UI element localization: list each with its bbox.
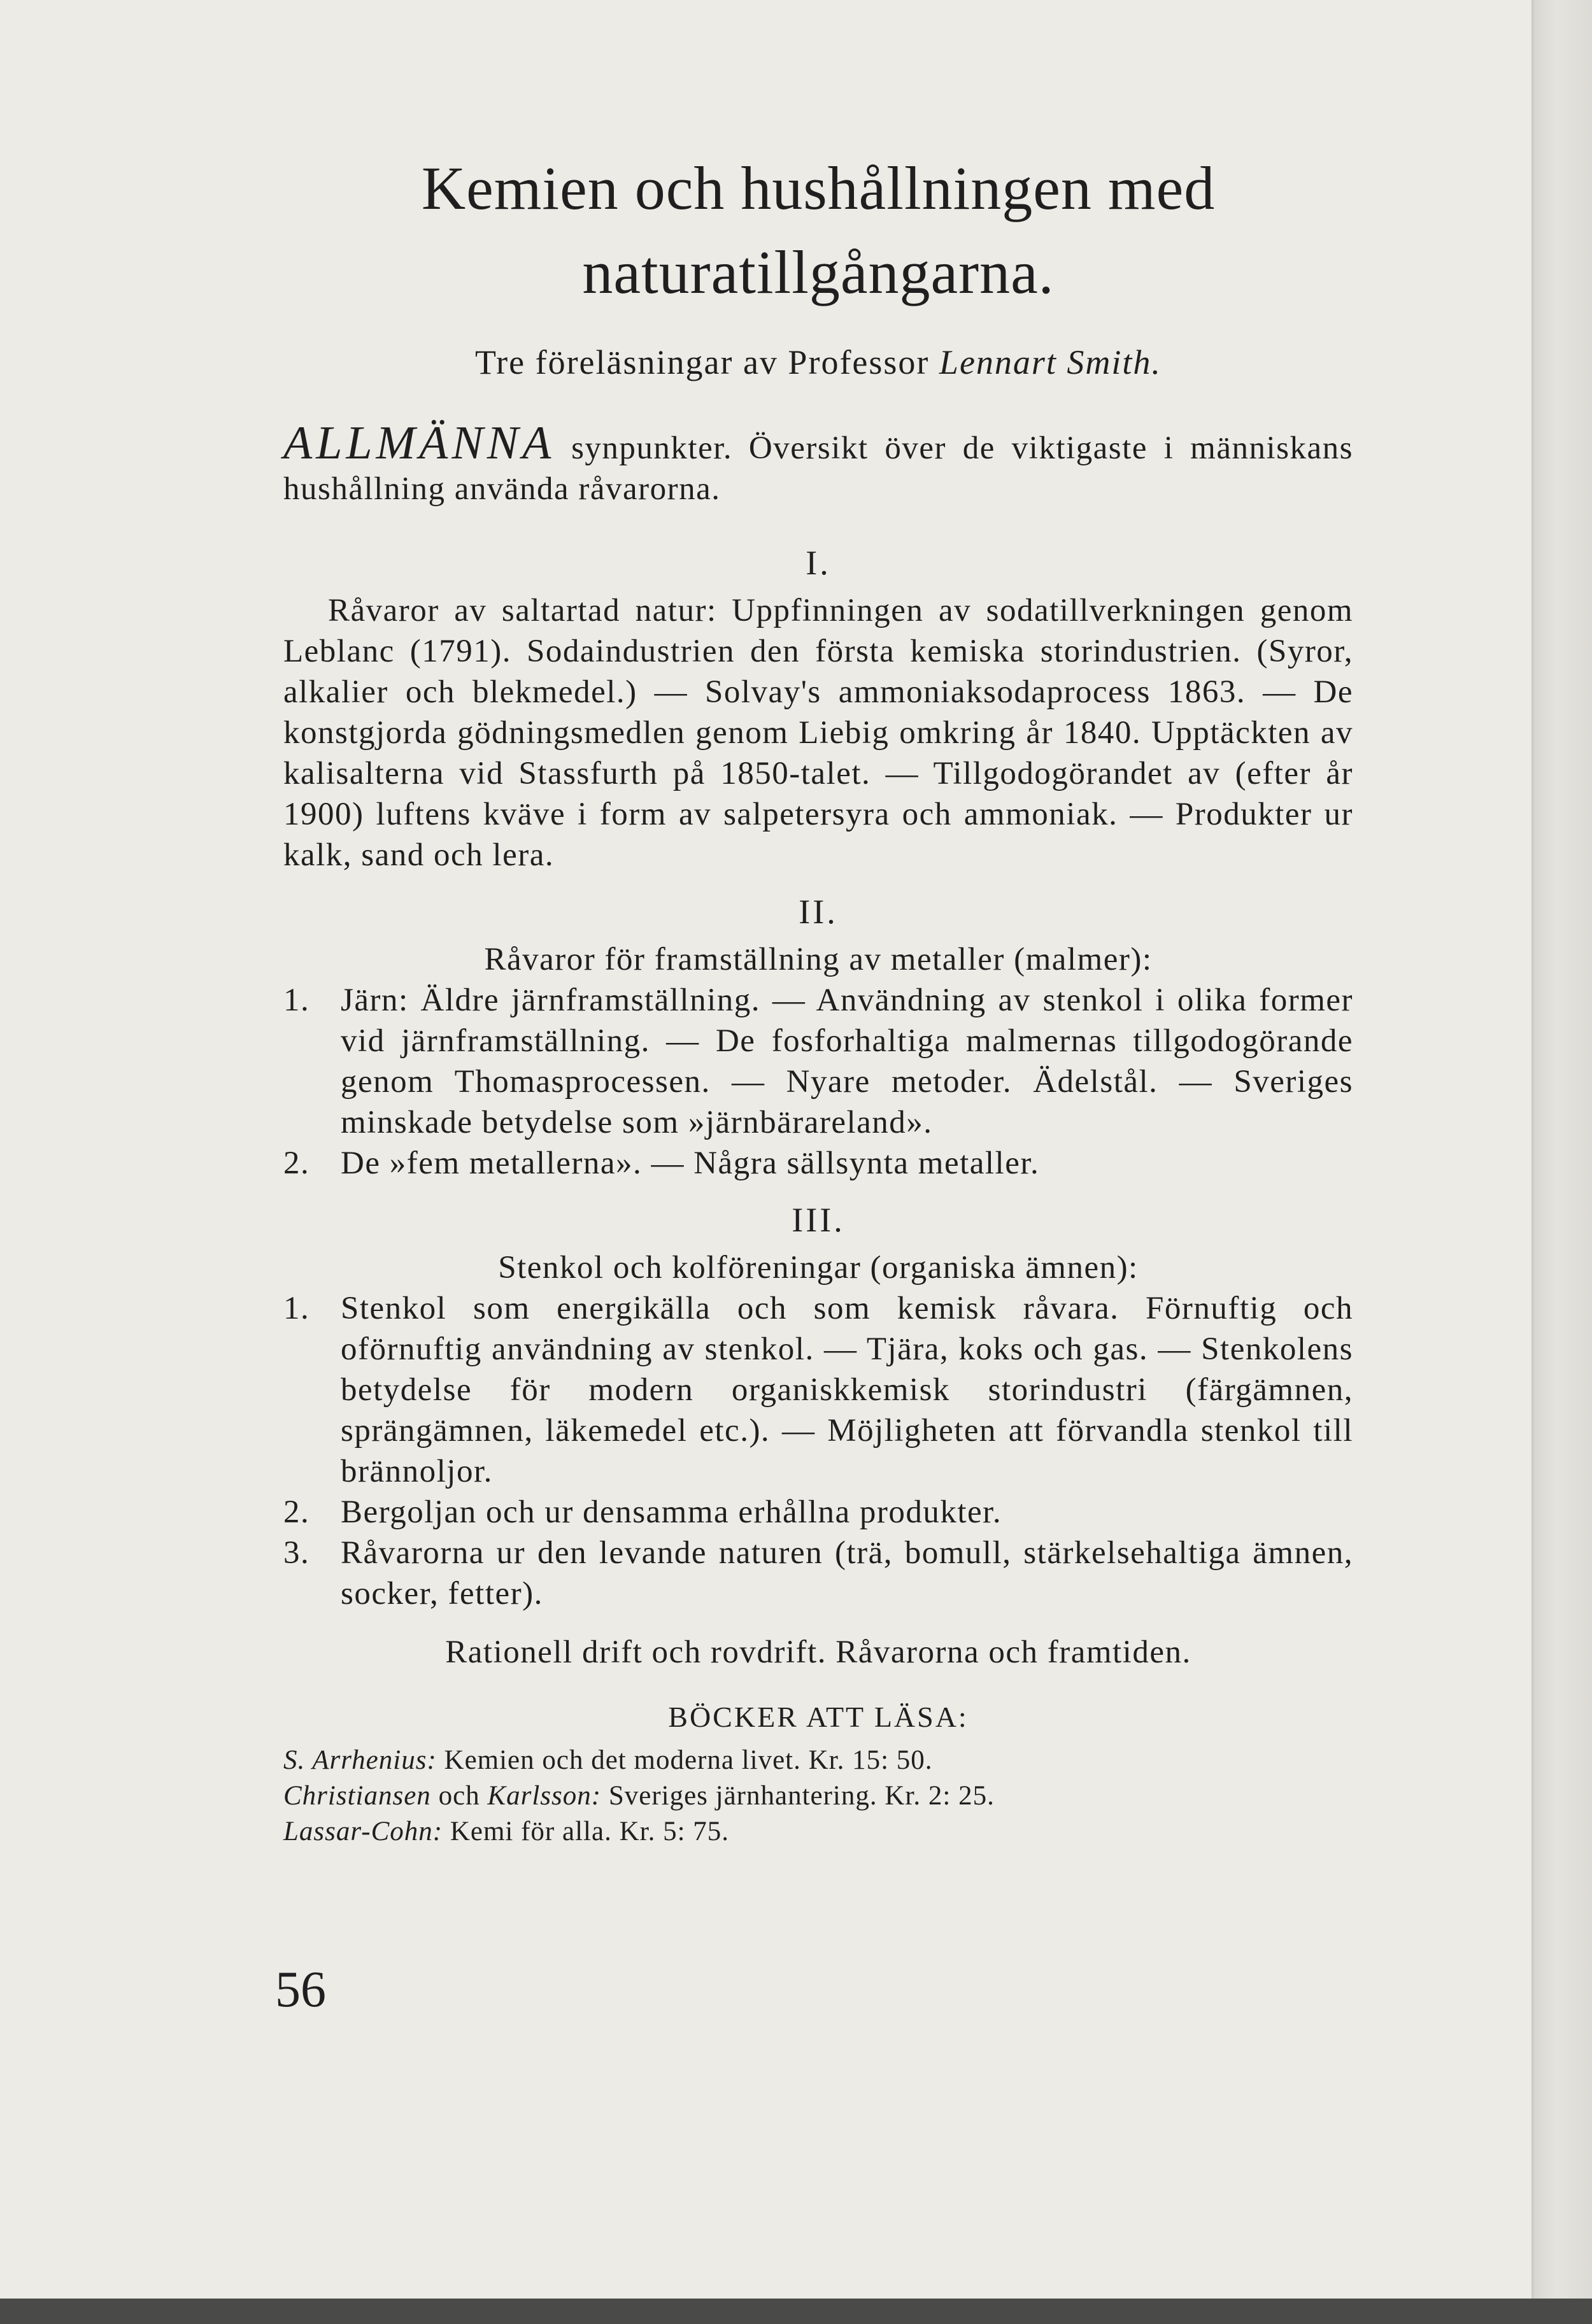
page-edge: [1532, 0, 1592, 2299]
book-entry: [283, 1814, 1353, 1850]
item-number: 2.: [283, 1145, 310, 1181]
intro-dropcap: ALLMÄNNA: [283, 417, 555, 469]
section-2-item: [283, 980, 1353, 1143]
item-number: 2.: [283, 1494, 310, 1530]
item-text: Råvarorna ur den levande naturen (trä, bomull, stärkelsehaltiga ämnen, socker, fetter).: [341, 1535, 1353, 1612]
item-text: Bergoljan och ur densamma erhållna produkter.: [341, 1494, 1002, 1530]
section-3-item: [283, 1533, 1353, 1614]
title-line-2: naturatillgångarna.: [582, 238, 1055, 306]
book-author: Christiansen: [283, 1781, 431, 1811]
title-line-1: Kemien och hushållningen med: [421, 154, 1216, 222]
section-1-text: Råvaror av saltartad natur: Uppfinningen av sodatillverkningen genom Leblanc (1791). Sodaindustrien den första kemiska storindustrien. (Syror, alkalier och blekmedel.) — Solvay's ammoniaksodaprocess 1863. — De konstgjorda gödningsmedlen genom Liebig omkring år 1840. Upptäckten av kalisalterna vid Stassfurth på 1850-talet. — Tillgodogörandet av (efter år 1900) luftens kväve i form av salpetersyra och ammoniak. — Produkter ur kalk, sand och lera.: [283, 593, 1353, 873]
article-title: [283, 146, 1353, 315]
book-author-2: Karlsson:: [487, 1781, 602, 1811]
section-3-item: [283, 1492, 1353, 1533]
section-3-item: [283, 1288, 1353, 1492]
books-heading: BÖCKER ATT LÄSA:: [668, 1701, 969, 1733]
book-entry: [283, 1778, 1353, 1814]
intro-paragraph: [283, 417, 1353, 509]
section-2-heading: Råvaror för framställning av metaller (malmer):: [484, 942, 1153, 977]
bottom-strip: [0, 2299, 1592, 2324]
books-list: [283, 1743, 1353, 1850]
author-name: Lennart Smith.: [939, 343, 1162, 381]
section-2-item: [283, 1143, 1353, 1184]
book-author-connector: och: [438, 1781, 480, 1811]
book-author: S. Arrhenius:: [283, 1745, 437, 1775]
subtitle: [283, 340, 1353, 385]
book-entry: [283, 1743, 1353, 1778]
item-text: Stenkol som energikälla och som kemisk råvara. Förnuftig och oförnuftig användning av stenkol. — Tjära, koks och gas. — Stenkolens betydelse för modern organiskkemisk storindustri (färgämnen, sprängämnen, läkemedel etc.). — Möjligheten att förvandla stenkol till brännoljor.: [341, 1291, 1353, 1489]
section-1-numeral: I.: [806, 544, 831, 582]
section-3-numeral: III.: [792, 1201, 845, 1239]
intro-text: synpunkter. Översikt över de viktigaste i människans hushållning använda råvarorna.: [283, 430, 1353, 507]
item-number: 1.: [283, 982, 310, 1018]
book-title: Kemien och det moderna livet. Kr. 15: 50.: [444, 1745, 933, 1775]
item-number: 3.: [283, 1535, 310, 1571]
book-title: Sveriges järnhantering. Kr. 2: 25.: [608, 1781, 995, 1811]
section-3-heading: Stenkol och kolföreningar (organiska ämnen):: [498, 1250, 1139, 1286]
subtitle-prefix: Tre föreläsningar av Professor: [475, 343, 930, 381]
section-2-numeral: II.: [799, 893, 838, 931]
item-number: 1.: [283, 1291, 310, 1326]
item-text: De »fem metallerna». — Några sällsynta metaller.: [341, 1145, 1040, 1181]
book-author: Lassar-Cohn:: [283, 1817, 443, 1846]
book-title: Kemi för alla. Kr. 5: 75.: [450, 1817, 730, 1846]
item-text: Järn: Äldre järnframställning. — Användning av stenkol i olika former vid järnframställning. — De fosforhaltiga malmernas tillgodogörande genom Thomasprocessen. — Nyare metoder. Ädelstål. — Sveriges minskade betydelse som »järnbärareland».: [341, 982, 1353, 1140]
closing-line: Rationell drift och rovdrift. Råvarorna och framtiden.: [445, 1634, 1191, 1670]
page-number: 56: [275, 1962, 326, 2018]
article: [283, 146, 1353, 1850]
